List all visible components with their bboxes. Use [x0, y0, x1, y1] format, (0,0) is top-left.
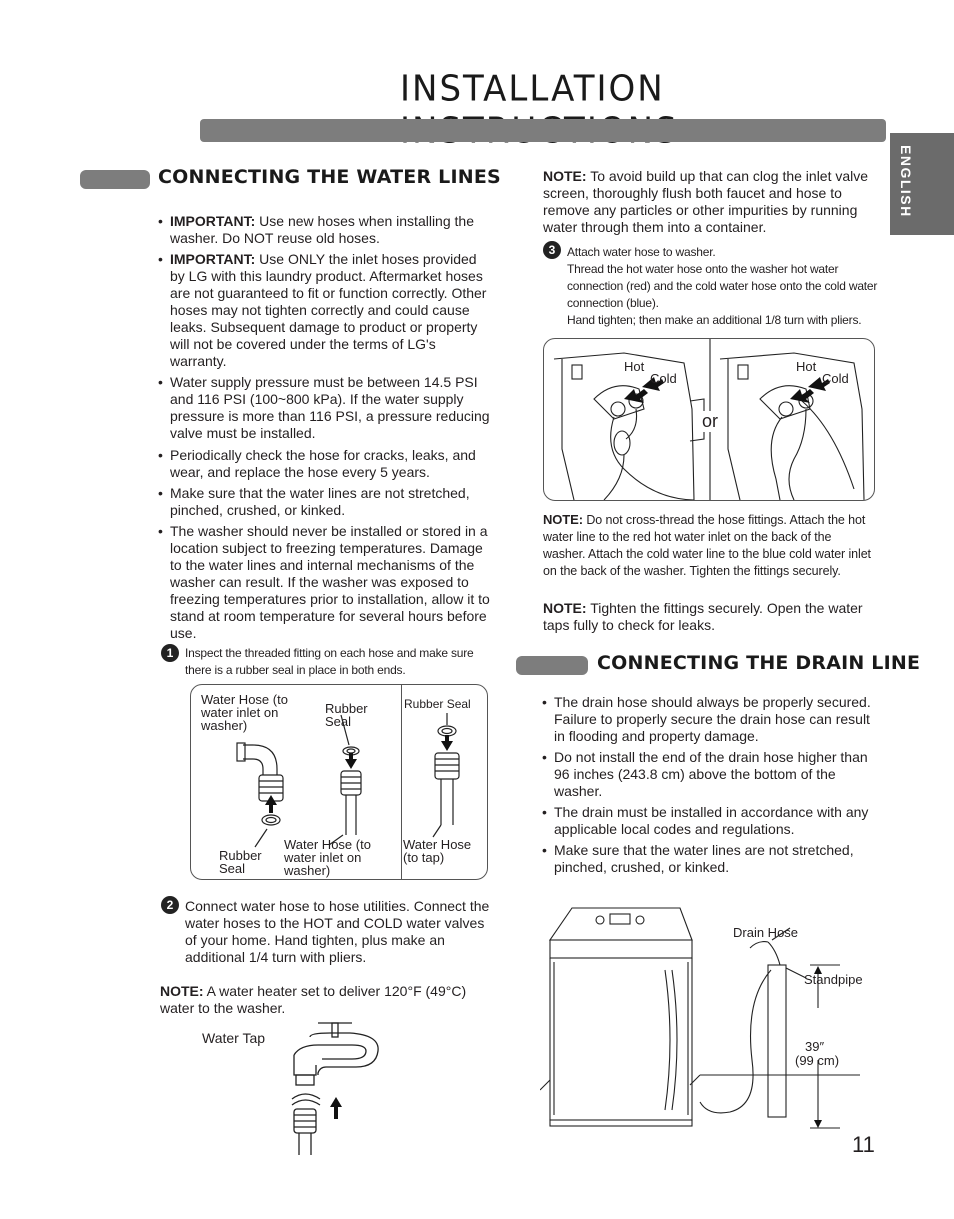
language-tab — [890, 133, 954, 235]
label-hot: Hot — [796, 359, 817, 374]
section-title-drain-line: CONNECTING THE DRAIN LINE — [597, 652, 921, 674]
step-3-line: Thread the hot water hose onto the washer hot water connection (red) and the cold water hose onto the cold water connection (blue). — [567, 262, 878, 310]
bullet-item: • Make sure that the water lines are not stretched, pinched, crushed, or kinked. — [542, 842, 877, 876]
label-water-hose-inlet: Water Hose (to water inlet on washer) — [284, 837, 371, 878]
hose-connection-figure — [543, 338, 875, 501]
note-label: NOTE: — [160, 983, 204, 999]
bullet-list — [542, 694, 877, 876]
washer-drain-illustration — [540, 900, 860, 1135]
note-text: Do not cross-thread the hose fittings. Attach the hot water line to the red hot water inlet on the back of the washer. Attach the cold water line to the blue cold water inlet on the back of the washer. Tighten the fittings securely. — [543, 513, 871, 578]
label-cold: Cold — [822, 371, 849, 386]
step-3-line: Hand tighten; then make an additional 1/8 turn with pliers. — [567, 313, 862, 327]
label-height-in: 39″ — [805, 1039, 825, 1054]
bullet-item — [158, 523, 493, 642]
note-flush — [543, 168, 873, 236]
hose-seal-figure — [190, 684, 488, 880]
note-label: NOTE: — [543, 600, 587, 616]
page-number: 11 — [852, 1132, 875, 1157]
note-text: Tighten the fittings securely. Open the water taps fully to check for leaks. — [543, 600, 863, 633]
section-marker — [80, 170, 150, 189]
note-water-heater — [160, 983, 490, 1017]
header-bar — [200, 119, 886, 142]
label-or: or — [702, 411, 719, 431]
step-1-badge: 1 — [161, 644, 179, 662]
label-water-hose-tap: Water Hose (to tap) — [403, 837, 472, 865]
label-cold: Cold — [650, 371, 677, 386]
bullet-item — [158, 374, 493, 442]
step-1-text: Inspect the threaded fitting on each hose and make sure there is a rubber seal in place in both ends. — [185, 646, 474, 677]
section-title-water-lines: CONNECTING THE WATER LINES — [158, 166, 501, 188]
bullet-item — [158, 213, 493, 247]
label-rubber-seal: Rubber Seal — [325, 701, 368, 729]
step-3-line: Attach water hose to washer. — [567, 245, 716, 259]
label-water-tap: Water Tap — [202, 1030, 266, 1046]
bullet-text: Use ONLY the inlet hoses provided by LG with this laundry product. Aftermarket hoses are not guaranteed to fit or function correctly. Other hoses may not tighten correctly and could cause leaks. Subsequent damage to product or property will not be covered under the terms of LG's warranty. — [170, 251, 487, 369]
bullet-item: • The drain must be installed in accordance with any applicable local codes and regulations. — [542, 804, 877, 838]
note-cross-thread — [543, 511, 873, 580]
bullet-text: Periodically check the hose for cracks, leaks, and wear, and replace the hose every 5 years. — [170, 447, 476, 480]
hose-seal-illustration — [191, 685, 487, 879]
bullet-item — [158, 447, 493, 481]
section-marker — [516, 656, 588, 675]
note-text: To avoid build up that can clog the inlet valve screen, thoroughly flush both faucet and hose to remove any particles or other impurities by running water through them into a container. — [543, 168, 869, 235]
page-title: INSTALLATION — [400, 68, 665, 110]
bullet-text: Use new hoses when installing the washer. Do NOT reuse old hoses. — [170, 213, 474, 246]
label-standpipe: Standpipe — [804, 972, 863, 987]
water-lines-bullets — [158, 213, 493, 646]
note-tighten — [543, 600, 873, 634]
label-drain-hose: Drain Hose — [733, 925, 799, 940]
drain-line-bullets — [542, 694, 877, 880]
note-text: A water heater set to deliver 120°F (49°C) water to the washer. — [160, 983, 467, 1016]
label-hot: Hot — [624, 359, 645, 374]
bullet-item — [158, 485, 493, 519]
water-tap-illustration — [270, 1015, 390, 1155]
step-2-text: Connect water hose to hose utilities. Connect the water hoses to the HOT and COLD water valves of your home. Hand tighten, plus make an additional 1/4 turn with pliers. — [185, 898, 490, 965]
step-3-text — [567, 244, 887, 329]
step-2-badge: 2 — [161, 896, 179, 914]
bullet-text: Make sure that the water lines are not stretched, pinched, crushed, or kinked. — [170, 485, 470, 518]
label-rubber-seal: Rubber Seal — [404, 697, 471, 711]
label-height-cm: (99 cm) — [795, 1053, 840, 1068]
bullet-list — [158, 213, 493, 642]
bullet-item: • The drain hose should always be properly secured. Failure to properly secure the drain hose can result in flooding and property damage. — [542, 694, 877, 745]
step-3-badge: 3 — [543, 241, 561, 259]
note-label: NOTE: — [543, 512, 583, 527]
bullet-bold: IMPORTANT: — [170, 213, 256, 229]
bullet-text: The washer should never be installed or stored in a location subject to freezing temperatures. Damage to the water lines and internal mechanisms of the washer can result. If the washer was exposed to freezing temperatures prior to installation, allow it to stand at room temperature for several hours before use. — [170, 523, 490, 641]
bullet-item — [158, 251, 493, 370]
bullet-bold: IMPORTANT: — [170, 251, 256, 267]
label-rubber-seal: Rubber Seal — [219, 848, 262, 876]
label-water-hose-inlet: Water Hose (to water inlet on washer) — [201, 692, 288, 733]
note-label: NOTE: — [543, 168, 587, 184]
language-tab-label: ENGLISH — [898, 145, 914, 218]
bullet-item: • Do not install the end of the drain hose higher than 96 inches (243.8 cm) above the bottom of the washer. — [542, 749, 877, 800]
bullet-text: Water supply pressure must be between 14.5 PSI and 116 PSI (100~800 kPa). If the water supply pressure is more than 116 PSI, a pressure reducing valve must be installed. — [170, 374, 490, 441]
